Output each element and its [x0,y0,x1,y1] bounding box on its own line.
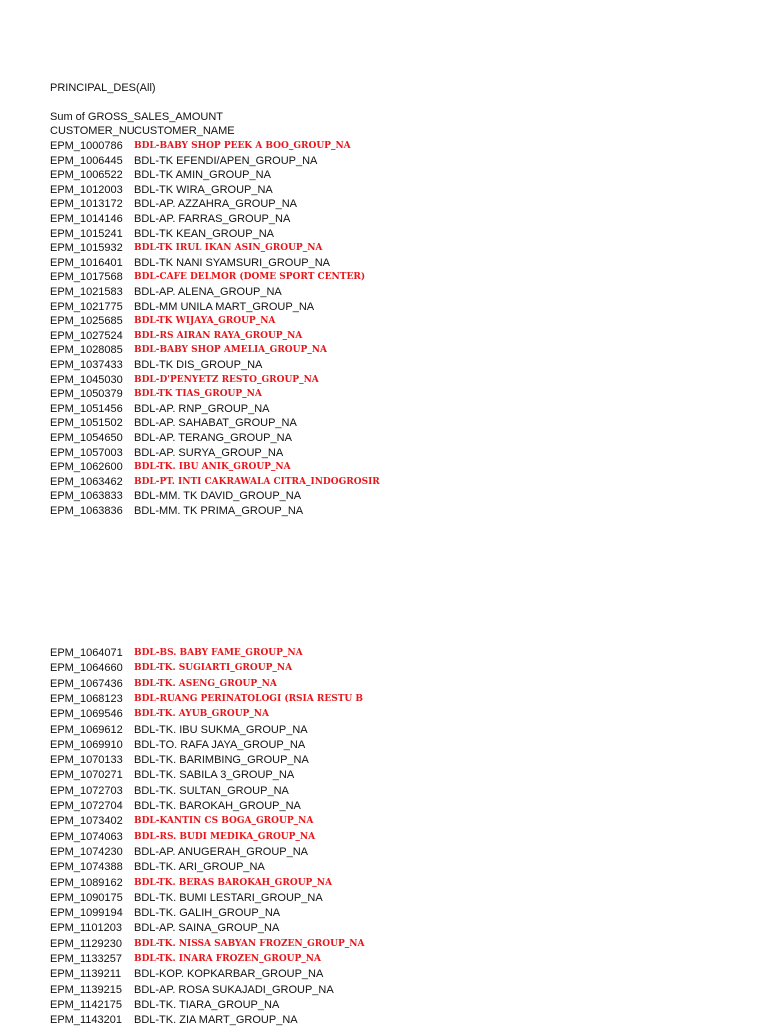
customer-name-cell: BDL-TK. GALIH_GROUP_NA [134,907,281,920]
customer-name-cell: BDL-TK. AYUB_GROUP_NA [134,709,270,720]
customer-number-cell: EPM_1069612 [50,723,123,736]
customer-name-cell: BDL-PT. INTI CAKRAWALA CITRA_INDOGROSIR [134,476,380,487]
customer-name-cell: BDL-TK. ASENG_GROUP_NA [134,678,277,689]
customer-number-cell: EPM_1054650 [50,432,123,444]
filter-label: PRINCIPAL_DES [50,82,136,94]
customer-number-cell: EPM_1074388 [50,861,123,874]
customer-number-cell: EPM_1015241 [50,227,123,240]
customer-number-cell: EPM_1073402 [50,815,123,828]
customer-number-cell: EPM_1129230 [50,937,122,950]
customer-number-cell: EPM_1074230 [50,845,123,858]
customer-name-cell: BDL-MM UNILA MART_GROUP_NA [134,300,315,313]
customer-name-cell: BDL-TK WIRA_GROUP_NA [134,183,273,196]
filter-row [50,81,156,96]
customer-number-cell: EPM_1045030 [50,373,123,386]
customer-number-cell: EPM_1072704 [50,800,123,812]
customer-number-cell: EPM_1000786 [50,140,123,152]
customer-number-cell: EPM_1037433 [50,359,123,371]
customer-name-cell: BDL-TK. IBU SUKMA_GROUP_NA [134,723,308,736]
customer-name-cell: BDL-TK. TIARA_GROUP_NA [134,998,280,1011]
customer-name-cell: BDL-TK. INARA FROZEN_GROUP_NA [134,954,321,964]
customer-name-cell: BDL-BABY SHOP AMELIA_GROUP_NA [134,345,327,356]
customer-number-cell: EPM_1063462 [50,475,123,488]
customer-number-cell: EPM_1006445 [50,154,123,167]
customer-number-cell: EPM_1028085 [50,344,123,357]
column-header-customer-number[interactable]: CUSTOMER_NU [50,125,135,137]
customer-name-cell: BDL-RUANG PERINATOLOGI (RSIA RESTU B [134,693,364,704]
customer-name-cell: BDL-TO. RAFA JAYA_GROUP_NA [134,738,306,751]
customer-number-cell: EPM_1064071 [50,647,123,659]
customer-number-cell: EPM_1070133 [50,754,123,767]
customer-number-cell: EPM_1139211 [50,968,122,981]
customer-name-cell: BDL-MM. TK PRIMA_GROUP_NA [134,505,304,517]
customer-name-cell: BDL-AP. FARRAS_GROUP_NA [134,213,291,225]
customer-name-cell: BDL-TK. SULTAN_GROUP_NA [134,784,289,797]
customer-name-cell: BDL-AP. AZZAHRA_GROUP_NA [134,198,298,211]
customer-number-cell: EPM_1101203 [50,922,122,935]
customer-name-cell: BDL-TK IRUL IKAN ASIN_GROUP_NA [134,243,323,254]
customer-name-cell: BDL-TK AMIN_GROUP_NA [134,169,271,182]
customer-number-cell: EPM_1051502 [50,417,123,430]
customer-number-cell: EPM_1072703 [50,784,123,797]
customer-name-cell: BDL-TK. ZIA MART_GROUP_NA [134,1014,298,1027]
customer-name-cell: BDL-TK. BERAS BAROKAH_GROUP_NA [134,877,333,888]
customer-number-cell: EPM_1006522 [50,169,123,182]
customer-name-cell: BDL-TK NANI SYAMSURI_GROUP_NA [134,256,331,269]
customer-number-cell: EPM_1067436 [50,677,123,690]
customer-number-cell: EPM_1063836 [50,505,123,517]
customer-name-cell: BDL-TK. BARIMBING_GROUP_NA [134,754,309,767]
customer-name-cell: BDL-TK WIJAYA_GROUP_NA [134,316,276,327]
customer-number-cell: EPM_1016401 [50,256,123,269]
customer-number-cell: EPM_1017568 [50,271,123,284]
customer-name-cell: BDL-BABY SHOP PEEK A BOO_GROUP_NA [134,141,351,151]
customer-number-cell: EPM_1142175 [50,998,122,1011]
customer-number-cell: EPM_1064660 [50,662,123,675]
customer-number-cell: EPM_1070271 [50,769,123,782]
customer-name-cell: BDL-AP. ANUGERAH_GROUP_NA [134,845,309,858]
customer-name-cell: BDL-BS. BABY FAME_GROUP_NA [134,648,303,658]
customer-number-cell: EPM_1012003 [50,183,123,196]
column-header-customer-name[interactable]: CUSTOMER_NAME [134,125,235,137]
customer-number-cell: EPM_1143201 [50,1014,122,1027]
customer-name-cell: BDL-AP. ROSA SUKAJADI_GROUP_NA [134,983,334,996]
customer-name-cell: BDL-TK. BUMI LESTARI_GROUP_NA [134,891,323,904]
customer-name-cell: BDL-RS. BUDI MEDIKA_GROUP_NA [134,831,316,842]
column-header-row [50,124,235,139]
customer-name-cell: BDL-TK. IBU ANIK_GROUP_NA [134,462,291,473]
customer-number-cell: EPM_1139215 [50,983,122,996]
customer-number-cell: EPM_1090175 [50,891,123,904]
customer-name-cell: BDL-TK. BAROKAH_GROUP_NA [134,800,301,812]
customer-number-cell: EPM_1051456 [50,402,123,415]
customer-number-cell: EPM_1069910 [50,738,123,751]
customer-name-cell: BDL-TK. SABILA 3_GROUP_NA [134,769,295,782]
measure-label: Sum of GROSS_SALES_AMOUNT [50,111,223,123]
customer-number-cell: EPM_1074063 [50,830,123,843]
customer-number-cell: EPM_1133257 [50,953,122,965]
customer-number-cell: EPM_1063833 [50,490,123,503]
filter-value[interactable]: (All) [136,82,156,94]
customer-number-cell: EPM_1014146 [50,213,123,225]
customer-name-cell: BDL-MM. TK DAVID_GROUP_NA [134,490,302,503]
customer-name-cell: BDL-KOP. KOPKARBAR_GROUP_NA [134,968,324,981]
customer-name-cell: BDL-AP. SURYA_GROUP_NA [134,446,284,459]
customer-name-cell: BDL-TK KEAN_GROUP_NA [134,227,274,240]
customer-number-cell: EPM_1062600 [50,461,123,474]
customer-number-cell: EPM_1021775 [50,300,123,313]
customer-name-cell: BDL-AP. ALENA_GROUP_NA [134,286,282,298]
customer-number-cell: EPM_1027524 [50,329,123,342]
customer-name-cell: BDL-TK. SUGIARTI_GROUP_NA [134,663,293,674]
customer-number-cell: EPM_1015932 [50,242,123,255]
customer-name-cell: BDL-TK EFENDI/APEN_GROUP_NA [134,154,318,167]
customer-name-cell: BDL-AP. SAINA_GROUP_NA [134,922,280,935]
customer-number-cell: EPM_1057003 [50,446,123,459]
customer-number-cell: EPM_1050379 [50,388,123,401]
customer-number-cell: EPM_1069546 [50,708,123,721]
customer-name-cell: BDL-AP. SAHABAT_GROUP_NA [134,417,297,430]
customer-name-cell: BDL-AP. TERANG_GROUP_NA [134,432,292,444]
customer-number-cell: EPM_1089162 [50,876,123,889]
customer-name-cell: BDL-AP. RNP_GROUP_NA [134,402,270,415]
customer-number-cell: EPM_1021583 [50,286,123,298]
customer-number-cell: EPM_1068123 [50,692,123,705]
customer-name-cell: BDL-TK. ARI_GROUP_NA [134,861,265,874]
customer-name-cell: BDL-KANTIN CS BOGA_GROUP_NA [134,816,314,827]
customer-name-cell: BDL-TK. NISSA SABYAN FROZEN_GROUP_NA [134,938,365,949]
customer-name-cell: BDL-TK DIS_GROUP_NA [134,359,263,371]
customer-name-cell: BDL-D'PENYETZ RESTO_GROUP_NA [134,374,319,385]
customer-number-cell: EPM_1013172 [50,198,123,211]
customer-number-cell: EPM_1025685 [50,315,123,328]
customer-name-cell: BDL-RS AIRAN RAYA_GROUP_NA [134,330,303,341]
customer-name-cell: BDL-CAFE DELMOR (DOME SPORT CENTER) [134,272,366,283]
customer-number-cell: EPM_1099194 [50,907,123,920]
customer-name-cell: BDL-TK TIAS_GROUP_NA [134,389,262,400]
